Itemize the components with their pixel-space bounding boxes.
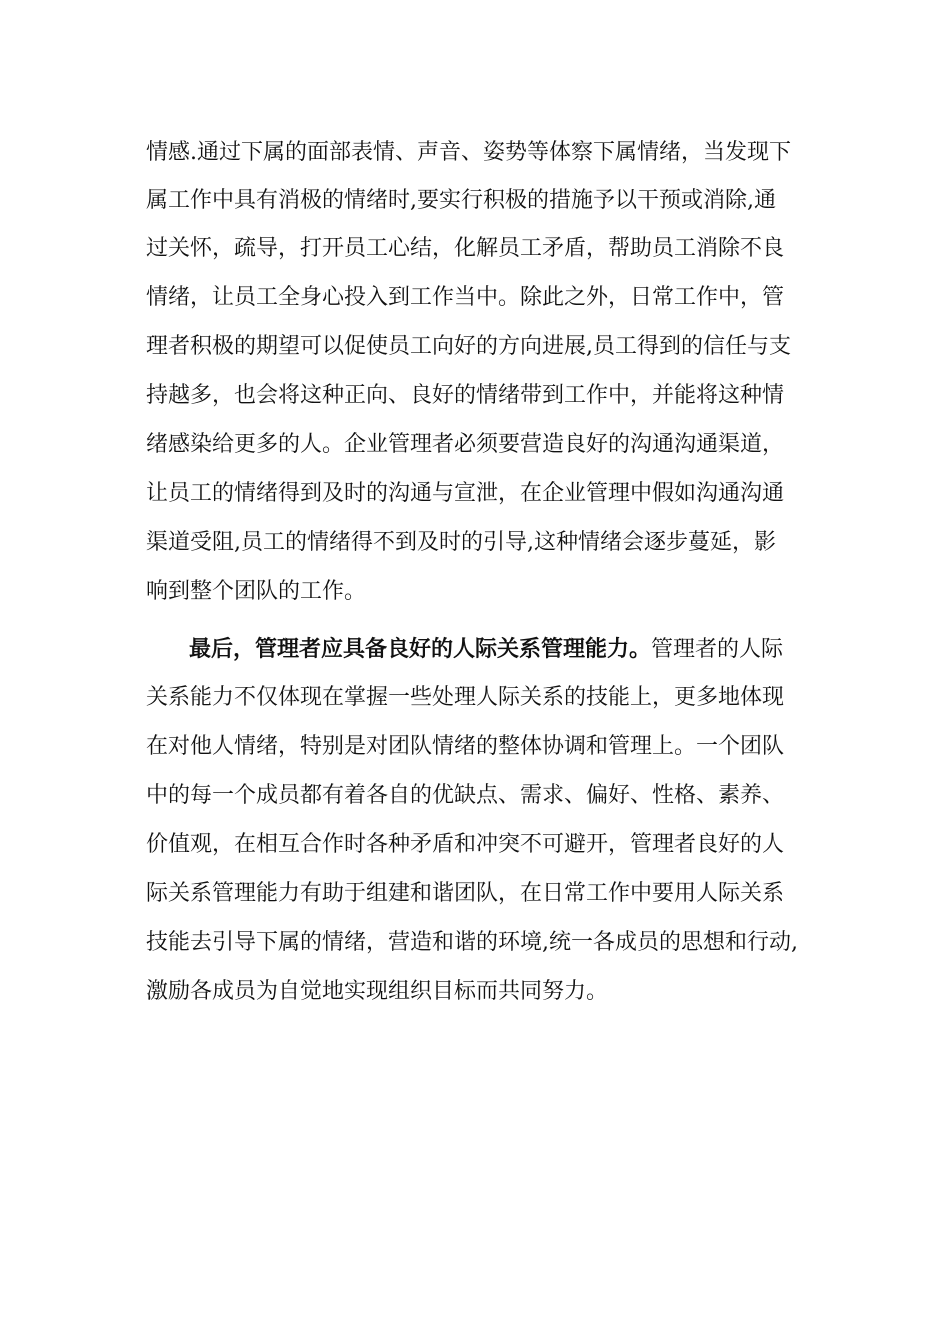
paragraph-2-bold-lead: 最后，管理者应具备良好的人际关系管理能力。 xyxy=(189,636,652,662)
paragraph-2-lead-rest: 管理者的人际 xyxy=(651,637,784,662)
paragraph-1-line: 绪感染给更多的人。企业管理者必须要营造良好的沟通沟通渠道， xyxy=(146,432,785,457)
paragraph-1-line: 情感.通过下属的面部表情、声音、姿势等体察下属情绪，当发现下 xyxy=(146,140,791,165)
paragraph-1-line: 让员工的情绪得到及时的沟通与宣泄，在企业管理中假如沟通沟通 xyxy=(146,481,785,506)
paragraph-1-line: 持越多，也会将这种正向、良好的情绪带到工作中，并能将这种情 xyxy=(146,383,785,408)
paragraph-1-line: 渠道受阻,员工的情绪得不到及时的引导,这种情绪会逐步蔓延，影 xyxy=(146,530,776,555)
paragraph-2-line: 激励各成员为自觉地实现组织目标而共同努力。 xyxy=(146,979,609,1004)
paragraph-2-line: 中的每一个成员都有着各自的优缺点、需求、偏好、性格、素养、 xyxy=(146,783,785,808)
paragraph-1-line: 理者积极的期望可以促使员工向好的方向进展,员工得到的信任与支 xyxy=(146,334,791,359)
paragraph-1-line: 情绪，让员工全身心投入到工作当中。除此之外，日常工作中，管 xyxy=(146,285,785,310)
paragraph-2-line: 价值观，在相互合作时各种矛盾和冲突不可避开，管理者良好的人 xyxy=(146,832,785,857)
paragraph-2-line: 在对他人情绪，特别是对团队情绪的整体协调和管理上。一个团队 xyxy=(146,734,785,759)
paragraph-1-line: 过关怀，疏导，打开员工心结，化解员工矛盾，帮助员工消除不良 xyxy=(146,236,785,261)
paragraph-1-line: 属工作中具有消极的情绪时,要实行积极的措施予以干预或消除,通 xyxy=(146,188,776,213)
paragraph-2-line: 技能去引导下属的情绪，营造和谐的环境,统一各成员的思想和行动, xyxy=(146,930,798,955)
paragraph-1-line: 响到整个团队的工作。 xyxy=(146,579,367,604)
paragraph-2-line: 际关系管理能力有助于组建和谐团队，在日常工作中要用人际关系 xyxy=(146,881,785,906)
paragraph-2-line: 关系能力不仅体现在掌握一些处理人际关系的技能上，更多地体现 xyxy=(146,685,785,710)
paragraph-2-first-line xyxy=(189,634,783,665)
